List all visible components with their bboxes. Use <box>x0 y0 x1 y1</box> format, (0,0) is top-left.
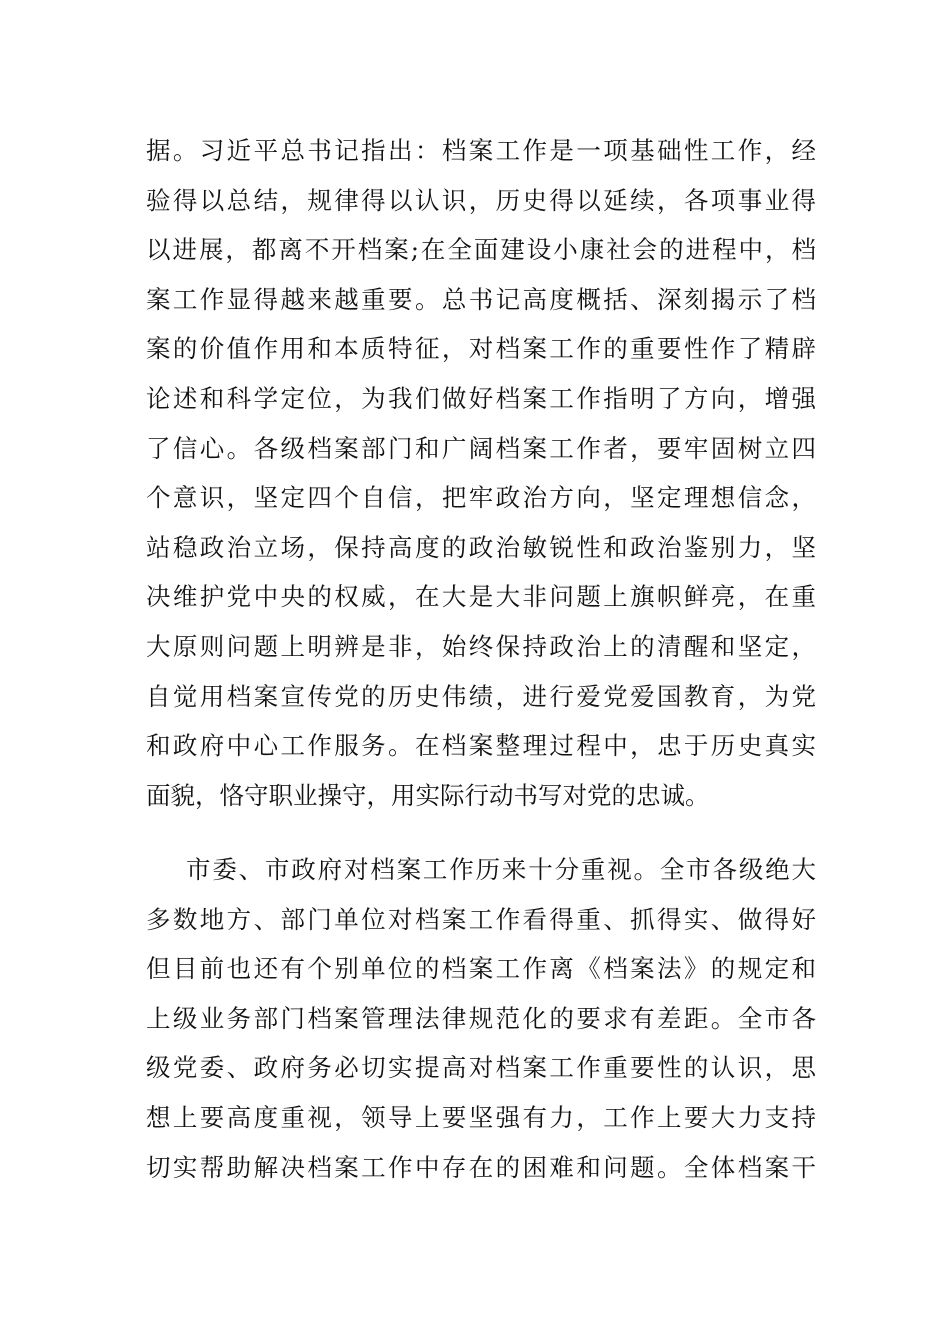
paragraph-1 <box>146 126 816 820</box>
text-line: 切实帮助解决档案工作中存在的困难和问题。全体档案干 <box>146 1152 816 1182</box>
text-line: 据。习近平总书记指出：档案工作是一项基础性工作，经 <box>146 136 816 165</box>
text-line: 多数地方、部门单位对档案工作看得重、抓得实、做得好 <box>146 904 816 934</box>
text-line: 市委、市政府对档案工作历来十分重视。全市各级绝大 <box>186 855 816 884</box>
text-line: 论述和科学定位，为我们做好档案工作指明了方向，增强 <box>146 383 816 413</box>
paragraph-2 <box>146 845 816 1192</box>
text-line: 想上要高度重视，领导上要坚强有力，工作上要大力支持 <box>146 1102 816 1132</box>
text-line: 案的价值作用和本质特征，对档案工作的重要性作了精辟 <box>146 334 816 364</box>
text-line: 自觉用档案宣传党的历史伟绩，进行爱党爱国教育，为党 <box>146 681 816 711</box>
text-line: 验得以总结，规律得以认识，历史得以延续，各项事业得 <box>146 185 816 215</box>
text-line: 但目前也还有个别单位的档案工作离《档案法》的规定和 <box>146 954 816 984</box>
text-line: 和政府中心工作服务。在档案整理过程中，忠于历史真实 <box>146 731 816 761</box>
text-line: 面貌，恪守职业操守，用实际行动书写对党的忠诚。 <box>146 780 710 810</box>
text-line: 级党委、政府务必切实提高对档案工作重要性的认识，思 <box>146 1053 816 1083</box>
text-line: 了信心。各级档案部门和广阔档案工作者，要牢固树立四 <box>146 433 816 463</box>
text-line: 案工作显得越来越重要。总书记高度概括、深刻揭示了档 <box>146 284 816 314</box>
text-line: 站稳政治立场，保持高度的政治敏锐性和政治鉴别力，坚 <box>146 532 816 562</box>
text-line: 大原则问题上明辨是非，始终保持政治上的清醒和坚定， <box>146 631 816 661</box>
text-line: 上级业务部门档案管理法律规范化的要求有差距。全市各 <box>146 1003 816 1033</box>
text-line: 个意识，坚定四个自信，把牢政治方向，坚定理想信念， <box>146 483 816 513</box>
text-line: 以进展，都离不开档案;在全面建设小康社会的进程中，档 <box>146 235 816 265</box>
text-line: 决维护党中央的权威，在大是大非问题上旗帜鲜亮，在重 <box>146 582 816 612</box>
